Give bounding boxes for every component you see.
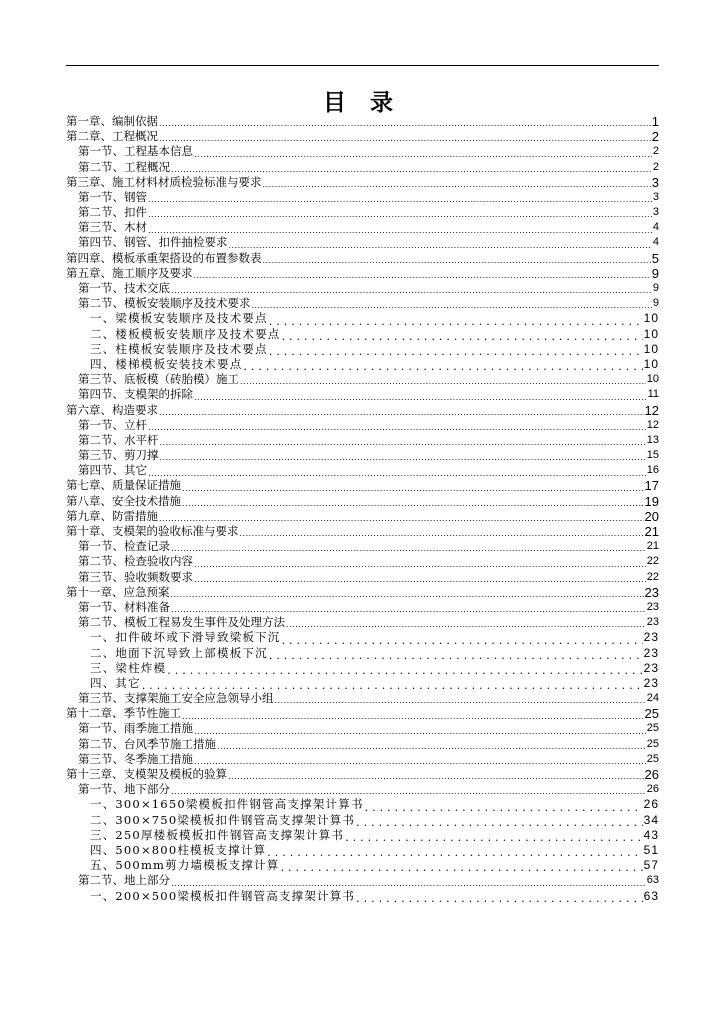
toc-entry[interactable] <box>66 387 659 402</box>
toc-page-number: 9 <box>651 265 659 281</box>
toc-dot-leader <box>171 164 652 175</box>
toc-dot-leader <box>263 255 651 266</box>
toc-entry[interactable] <box>66 615 659 630</box>
toc-entry[interactable] <box>66 220 659 235</box>
toc-dot-leader <box>194 392 647 403</box>
toc-entry[interactable] <box>66 175 659 190</box>
toc-dot-leader <box>240 528 644 539</box>
toc-page-number: 10 <box>643 341 659 356</box>
toc-entry-title: 第四节、其它 <box>78 463 147 478</box>
toc-dot-leader <box>194 559 646 570</box>
toc-dot-leader <box>148 194 652 205</box>
toc-dot-leader <box>167 665 642 676</box>
toc-page-number: 10 <box>646 373 659 386</box>
toc-page-number: 34 <box>643 812 659 827</box>
toc-page-number: 16 <box>646 464 659 477</box>
toc-page-number: 20 <box>644 508 659 524</box>
toc-page-number: 10 <box>643 326 659 341</box>
toc-entry-title: 第三节、冬季施工措施 <box>78 751 193 766</box>
toc-entry[interactable] <box>66 600 659 615</box>
toc-dot-leader <box>194 149 652 160</box>
toc-page-number: 23 <box>646 616 659 629</box>
toc-page-number: 11 <box>647 388 659 401</box>
toc-dot-leader <box>286 619 646 630</box>
toc-page-number: 10 <box>643 311 659 326</box>
toc-entry-title: 第六章、构造要求 <box>66 402 158 417</box>
toc-entry-title: 第一节、雨季施工措施 <box>78 721 193 736</box>
header-rule <box>66 65 659 66</box>
toc-entry-title: 第二章、工程概况 <box>66 129 158 144</box>
toc-entry-title: 第三节、底板模（砖胎模）施工 <box>78 372 239 387</box>
toc-dot-leader <box>269 346 643 357</box>
toc-entry[interactable] <box>66 524 659 539</box>
toc-page-number: 25 <box>644 706 659 722</box>
toc-entry[interactable] <box>66 889 659 904</box>
toc-dot-leader <box>267 847 642 858</box>
toc-dot-leader <box>148 209 652 220</box>
toc-dot-leader <box>228 771 644 782</box>
toc-dot-leader <box>159 118 651 129</box>
toc-dot-leader <box>269 316 643 327</box>
toc-entry-title: 第五章、施工顺序及要求 <box>66 265 193 280</box>
toc-dot-leader <box>243 361 642 372</box>
toc-entry-title: 一、300×1650梁模板扣件钢管高支撑架计算书 <box>90 797 364 812</box>
toc-entry-title: 第一节、材料准备 <box>78 599 170 614</box>
toc-dot-leader <box>182 498 644 509</box>
toc-dot-leader <box>142 680 643 691</box>
toc-entry-title: 第二节、扣件 <box>78 205 147 220</box>
toc-entry[interactable] <box>66 463 659 478</box>
toc-entry-title: 三、梁柱炸模 <box>90 660 167 675</box>
toc-entry-title: 四、楼梯模板安装技术要点 <box>90 356 243 371</box>
toc-page-number: 24 <box>646 692 659 705</box>
toc-page-number: 9 <box>652 282 659 295</box>
toc-dot-leader <box>365 802 643 813</box>
toc-entry-title: 第七章、质量保证措施 <box>66 478 181 493</box>
toc-page-number: 23 <box>646 600 659 613</box>
toc-entry[interactable] <box>66 646 659 661</box>
toc-entry-title: 第十章、支模架的验收标准与要求 <box>66 524 239 539</box>
toc-entry-title: 一、200×500梁模板扣件钢管高支撑架计算书 <box>90 888 356 903</box>
toc-entry-title: 二、300×750梁模板扣件钢管高支撑架计算书 <box>90 812 356 827</box>
toc-page-number: 17 <box>644 478 659 494</box>
toc-entry-title: 第四章、模板承重架搭设的布置参数表 <box>66 250 262 265</box>
toc-page-number: 25 <box>646 722 659 735</box>
toc-entry[interactable] <box>66 281 659 296</box>
toc-dot-leader <box>171 589 644 600</box>
toc-page-number: 63 <box>646 874 659 887</box>
toc-dot-leader <box>159 513 644 524</box>
toc-entry-title: 二、地面下沉导致上部模板下沉 <box>90 645 268 660</box>
toc-dot-leader <box>282 635 643 646</box>
toc-entry-title: 第一章、编制依据 <box>66 113 158 128</box>
toc-page-number: 9 <box>652 297 659 310</box>
toc-entry-title: 第三节、支撑架施工安全应急领导小组 <box>78 691 274 706</box>
toc-dot-leader <box>275 695 646 706</box>
toc-page-number: 63 <box>643 888 659 903</box>
toc-entry[interactable] <box>66 813 659 828</box>
toc-page-number: 23 <box>643 660 659 675</box>
toc-entry-title: 第一节、检查记录 <box>78 539 170 554</box>
toc-page-number: 26 <box>646 783 659 796</box>
toc-entry[interactable] <box>66 676 659 691</box>
toc-entry[interactable] <box>66 539 659 554</box>
toc-entry[interactable] <box>66 767 659 782</box>
toc-page-number: 43 <box>643 827 659 842</box>
toc-entry[interactable] <box>66 357 659 372</box>
toc-entry-title: 第二节、水平杆 <box>78 432 159 447</box>
toc-entry[interactable] <box>66 570 659 585</box>
toc-dot-leader <box>171 604 646 615</box>
toc-entry-title: 第三节、验收频数要求 <box>78 569 193 584</box>
toc-entry-title: 第二节、模板工程易发生事件及处理方法 <box>78 615 285 630</box>
toc-entry-title: 第二节、工程概况 <box>78 159 170 174</box>
toc-page-number: 4 <box>652 221 659 234</box>
toc-page-number: 21 <box>646 540 659 553</box>
toc-dot-leader <box>269 650 643 661</box>
toc-dot-leader <box>159 407 644 418</box>
toc-dot-leader <box>263 179 651 190</box>
page-title: 目 录 <box>322 90 401 116</box>
toc-dot-leader <box>194 574 646 585</box>
toc-page-number: 19 <box>644 493 659 509</box>
toc-dot-leader <box>356 817 643 828</box>
toc-entry-title: 四、其它 <box>90 675 141 690</box>
toc-entry[interactable] <box>66 630 659 645</box>
toc-entry-title: 第一节、钢管 <box>78 189 147 204</box>
toc-entry[interactable] <box>66 797 659 812</box>
toc-page-number: 25 <box>646 737 659 750</box>
toc-page-number: 23 <box>643 675 659 690</box>
toc-page-number: 23 <box>644 584 659 600</box>
toc-dot-leader <box>148 225 652 236</box>
toc-entry[interactable] <box>66 251 659 266</box>
toc-entry[interactable] <box>66 479 659 494</box>
toc-entry[interactable] <box>66 403 659 418</box>
toc-entry[interactable] <box>66 722 659 737</box>
toc-page-number: 25 <box>646 752 659 765</box>
toc-dot-leader <box>160 437 646 448</box>
toc-page-number: 10 <box>643 356 659 371</box>
toc-page-number: 23 <box>643 645 659 660</box>
toc-entry-title: 第二节、检查验收内容 <box>78 554 193 569</box>
toc-page-number: 15 <box>646 449 659 462</box>
toc-entry[interactable] <box>66 266 659 281</box>
toc-dot-leader <box>148 468 646 479</box>
toc-page-number: 57 <box>643 858 659 873</box>
toc-entry[interactable] <box>66 585 659 600</box>
toc-page-number: 12 <box>646 418 659 431</box>
toc-dot-leader <box>194 756 646 767</box>
toc-entry[interactable] <box>66 190 659 205</box>
toc-entry-title: 三、250厚楼板模板扣件钢管高支撑架计算书 <box>90 827 345 842</box>
toc-entry-title: 第三章、施工材料材质检验标准与要求 <box>66 174 262 189</box>
toc-dot-leader <box>148 422 646 433</box>
toc-entry[interactable] <box>66 418 659 433</box>
toc-entry[interactable] <box>66 737 659 752</box>
toc-entry-title: 第三节、剪刀撑 <box>78 448 159 463</box>
toc-dot-leader <box>171 878 646 889</box>
toc-entry-title: 一、梁模板安装顺序及技术要点 <box>90 311 268 326</box>
toc-entry[interactable] <box>66 342 659 357</box>
toc-dot-leader <box>160 452 646 463</box>
toc-entry[interactable] <box>66 782 659 797</box>
toc-page-number: 2 <box>652 145 659 158</box>
toc-entry-title: 第十二章、季节性施工 <box>66 706 181 721</box>
toc-page-number: 13 <box>646 433 659 446</box>
toc-dot-leader <box>240 376 646 387</box>
toc-entry[interactable] <box>66 509 659 524</box>
toc-entry[interactable] <box>66 828 659 843</box>
toc-entry[interactable] <box>66 691 659 706</box>
toc-entry-title: 一、扣件破坏或下滑导致梁板下沉 <box>90 630 281 645</box>
toc-page-number: 26 <box>644 767 659 783</box>
toc-entry[interactable] <box>66 494 659 509</box>
toc-entry-title: 第四节、钢管、扣件抽检要求 <box>78 235 228 250</box>
toc-dot-leader <box>282 331 643 342</box>
toc-entry[interactable] <box>66 843 659 858</box>
toc-dot-leader <box>280 862 642 873</box>
toc-page-number: 21 <box>644 524 659 540</box>
toc-entry-title: 第一节、工程基本信息 <box>78 144 193 159</box>
toc-dot-leader <box>345 832 642 843</box>
toc-entry-title: 第二节、台风季节施工措施 <box>78 736 216 751</box>
toc-entry-title: 第一节、立杆 <box>78 417 147 432</box>
toc-entry-title: 第三节、木材 <box>78 220 147 235</box>
toc-entry[interactable] <box>66 160 659 175</box>
toc-entry[interactable] <box>66 311 659 326</box>
table-of-contents <box>66 114 659 904</box>
toc-page-number: 3 <box>651 174 659 190</box>
toc-entry[interactable] <box>66 144 659 159</box>
toc-page-number: 3 <box>652 190 659 203</box>
toc-dot-leader <box>194 270 651 281</box>
toc-page-number: 3 <box>652 206 659 219</box>
toc-entry[interactable] <box>66 752 659 767</box>
toc-page-number: 4 <box>652 236 659 249</box>
toc-entry-title: 第十一章、应急预案 <box>66 584 170 599</box>
toc-dot-leader <box>194 726 646 737</box>
toc-dot-leader <box>182 483 644 494</box>
toc-entry[interactable] <box>66 114 659 129</box>
toc-entry-title: 第九章、防雷措施 <box>66 508 158 523</box>
toc-dot-leader <box>159 133 651 144</box>
toc-entry[interactable] <box>66 433 659 448</box>
toc-entry-title: 第一节、技术交底 <box>78 281 170 296</box>
toc-page-number: 22 <box>646 555 659 568</box>
toc-page-number: 12 <box>644 402 659 418</box>
toc-entry-title: 第十三章、支模架及模板的验算 <box>66 767 227 782</box>
toc-entry[interactable] <box>66 448 659 463</box>
toc-entry-title: 二、楼板模板安装顺序及技术要点 <box>90 326 281 341</box>
toc-entry[interactable] <box>66 554 659 569</box>
toc-entry-title: 第二节、地上部分 <box>78 873 170 888</box>
toc-entry[interactable] <box>66 236 659 251</box>
toc-page-number: 2 <box>651 129 659 145</box>
toc-dot-leader <box>171 543 646 554</box>
toc-entry[interactable] <box>66 205 659 220</box>
toc-entry[interactable] <box>66 661 659 676</box>
toc-entry-title: 第八章、安全技术措施 <box>66 493 181 508</box>
toc-entry-title: 第二节、模板安装顺序及技术要求 <box>78 296 251 311</box>
toc-entry-title: 三、柱模板安装顺序及技术要点 <box>90 341 268 356</box>
toc-entry[interactable] <box>66 858 659 873</box>
toc-dot-leader <box>171 786 646 797</box>
toc-entry-title: 第一节、地下部分 <box>78 782 170 797</box>
toc-page-number: 5 <box>651 250 659 266</box>
toc-entry[interactable] <box>66 706 659 721</box>
toc-dot-leader <box>356 893 643 904</box>
toc-page-number: 22 <box>646 570 659 583</box>
toc-page-number: 23 <box>643 630 659 645</box>
toc-dot-leader <box>252 300 652 311</box>
toc-entry-title: 四、500×800柱模板支撑计算 <box>90 842 267 857</box>
toc-entry-title: 五、500mm剪力墙模板支撑计算 <box>90 858 280 873</box>
toc-page-number: 51 <box>643 842 659 857</box>
toc-entry[interactable] <box>66 873 659 888</box>
toc-entry[interactable] <box>66 327 659 342</box>
toc-entry-title: 第四节、支模架的拆除 <box>78 387 193 402</box>
toc-dot-leader <box>229 240 652 251</box>
toc-dot-leader <box>171 285 652 296</box>
toc-entry[interactable] <box>66 372 659 387</box>
toc-page-number: 26 <box>643 797 659 812</box>
toc-page-number: 1 <box>651 113 659 129</box>
toc-entry[interactable] <box>66 129 659 144</box>
toc-dot-leader <box>217 741 646 752</box>
toc-page-number: 2 <box>652 160 659 173</box>
toc-dot-leader <box>182 711 644 722</box>
toc-entry[interactable] <box>66 296 659 311</box>
